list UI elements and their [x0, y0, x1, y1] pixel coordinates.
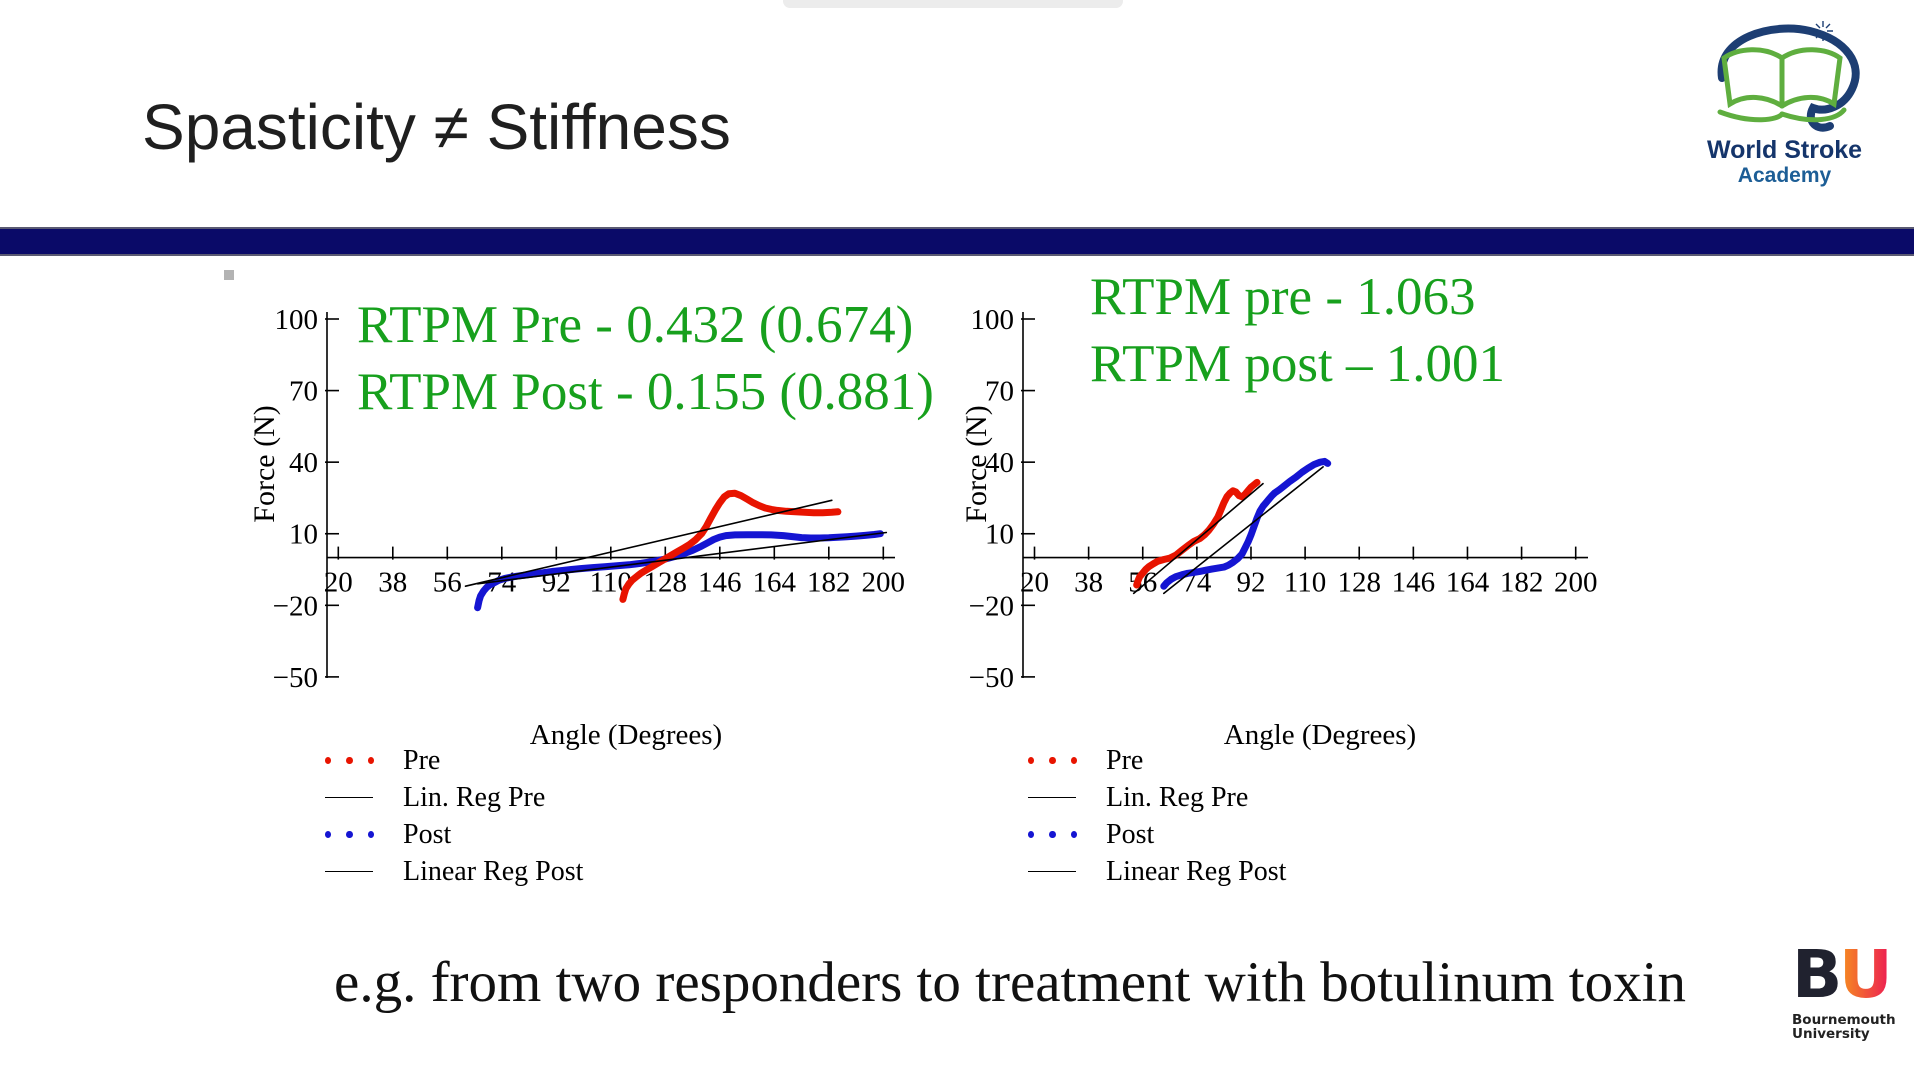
- legend-item: [1028, 779, 1286, 816]
- svg-text:−50: −50: [272, 661, 318, 694]
- svg-text:146: 146: [698, 566, 742, 599]
- svg-text:164: 164: [1445, 566, 1490, 599]
- content-placeholder-bullet: [224, 270, 234, 280]
- series-post: [1164, 461, 1328, 586]
- svg-text:56: 56: [1128, 566, 1158, 599]
- legend-item: [325, 816, 583, 853]
- legend-item: [325, 779, 583, 816]
- svg-text:128: 128: [1337, 566, 1381, 599]
- bu-letter-u: U: [1839, 940, 1893, 1008]
- legend-item: [1028, 816, 1286, 853]
- bu-letter-b: B: [1792, 940, 1843, 1008]
- dot-icon: [1071, 757, 1077, 764]
- svg-text:100: 100: [970, 304, 1014, 336]
- svg-text:100: 100: [274, 304, 318, 336]
- legend-item: [325, 853, 583, 890]
- rtpm-pre-value: RTPM Pre - 0.432 (0.674): [357, 296, 914, 354]
- legend-item: [1028, 853, 1286, 890]
- svg-text:70: 70: [985, 375, 1014, 408]
- dot-icon: [1071, 831, 1077, 838]
- line-icon: [1028, 797, 1076, 798]
- svg-text:−50: −50: [968, 661, 1014, 694]
- legend-line-marker-icon: [1028, 797, 1092, 798]
- slide-title: Spasticity ≠ Stiffness: [142, 91, 731, 163]
- line-icon: [1028, 871, 1076, 872]
- accent-divider-bar: [0, 227, 1914, 256]
- legend-label: Pre: [1106, 744, 1144, 776]
- legend-dots-marker-icon: [1028, 757, 1092, 764]
- dot-icon: [346, 757, 352, 764]
- left-chart-annotation: [357, 292, 934, 426]
- left-chart-y-axis-label: Force (N): [248, 405, 281, 523]
- svg-text:182: 182: [1499, 566, 1544, 599]
- chart-0-series: [466, 493, 887, 608]
- legend-label: Pre: [403, 744, 441, 776]
- series-linear-reg-post: [1164, 467, 1323, 594]
- svg-text:164: 164: [752, 566, 797, 599]
- svg-text:40: 40: [289, 447, 318, 480]
- left-chart-legend: [325, 742, 583, 890]
- dot-icon: [1028, 831, 1034, 838]
- svg-text:−20: −20: [272, 590, 318, 623]
- legend-dots-marker-icon: [325, 757, 389, 764]
- series-pre: [623, 493, 838, 599]
- world-stroke-wordmark: World Stroke: [1706, 136, 1863, 164]
- svg-text:110: 110: [1283, 566, 1327, 599]
- svg-text:40: 40: [985, 447, 1014, 480]
- world-stroke-logo-icon: [1692, 20, 1877, 132]
- rtpm-post-value: RTPM Post - 0.155 (0.881): [357, 363, 934, 421]
- legend-label: Post: [403, 818, 452, 850]
- academy-wordmark: Academy: [1737, 164, 1832, 187]
- svg-text:74: 74: [1182, 566, 1212, 599]
- right-chart-legend: [1028, 742, 1286, 890]
- dot-icon: [346, 831, 352, 838]
- svg-text:56: 56: [432, 566, 462, 599]
- line-icon: [325, 871, 373, 872]
- dot-icon: [368, 831, 374, 838]
- world-stroke-academy-logo: [1692, 20, 1877, 187]
- legend-label: Linear Reg Post: [1106, 855, 1287, 887]
- dot-icon: [368, 757, 374, 764]
- series-lin-reg-pre: [466, 500, 832, 586]
- legend-label: Linear Reg Post: [403, 855, 584, 887]
- right-chart-x-axis-label: Angle (Degrees): [1223, 719, 1417, 751]
- right-chart-y-axis-label: Force (N): [960, 405, 993, 523]
- svg-text:128: 128: [643, 566, 688, 599]
- svg-text:146: 146: [1391, 566, 1436, 599]
- rtpm-post-value: RTPM post – 1.001: [1090, 335, 1505, 393]
- dot-icon: [1049, 831, 1055, 838]
- dot-icon: [1028, 757, 1034, 764]
- legend-dots-marker-icon: [325, 831, 389, 838]
- legend-line-marker-icon: [325, 797, 389, 798]
- series-lin-reg-pre: [1134, 484, 1263, 594]
- series-linear-reg-post: [478, 533, 887, 584]
- legend-label: Post: [1106, 818, 1155, 850]
- svg-text:10: 10: [985, 518, 1014, 551]
- bournemouth-university-logo: [1792, 940, 1902, 1041]
- line-icon: [325, 797, 373, 798]
- legend-label: Lin. Reg Pre: [403, 781, 546, 813]
- slide-caption: e.g. from two responders to treatment with botulinum toxin: [334, 951, 1686, 1014]
- dot-icon: [325, 831, 331, 838]
- bu-wordmark-line2: University: [1792, 1026, 1870, 1042]
- svg-text:38: 38: [1074, 566, 1104, 599]
- rtpm-pre-value: RTPM pre - 1.063: [1090, 268, 1476, 326]
- svg-text:92: 92: [1236, 566, 1266, 599]
- svg-text:74: 74: [487, 566, 517, 599]
- svg-text:−20: −20: [968, 590, 1014, 623]
- svg-text:10: 10: [289, 518, 318, 551]
- svg-text:20: 20: [1020, 566, 1049, 599]
- svg-text:92: 92: [541, 566, 571, 599]
- svg-text:200: 200: [861, 566, 906, 599]
- svg-text:200: 200: [1553, 566, 1598, 599]
- dot-icon: [325, 757, 331, 764]
- legend-label: Lin. Reg Pre: [1106, 781, 1249, 813]
- left-chart-x-axis-label: Angle (Degrees): [529, 719, 723, 751]
- legend-dots-marker-icon: [1028, 831, 1092, 838]
- bu-wordmark-line1: Bournemouth: [1792, 1012, 1896, 1028]
- bu-monogram-icon: [1792, 940, 1897, 1008]
- legend-line-marker-icon: [325, 871, 389, 872]
- legend-item: [1028, 742, 1286, 779]
- svg-text:38: 38: [378, 566, 408, 599]
- window-artifact: [783, 0, 1123, 8]
- svg-text:20: 20: [323, 566, 353, 599]
- legend-line-marker-icon: [1028, 871, 1092, 872]
- legend-item: [325, 742, 583, 779]
- svg-text:182: 182: [807, 566, 851, 599]
- svg-text:70: 70: [289, 375, 318, 408]
- svg-text:110: 110: [589, 566, 633, 599]
- dot-icon: [1049, 757, 1055, 764]
- chart-1-series: [1134, 461, 1328, 593]
- series-pre: [1137, 482, 1257, 585]
- series-post: [478, 534, 881, 608]
- right-chart-annotation: [1090, 264, 1505, 398]
